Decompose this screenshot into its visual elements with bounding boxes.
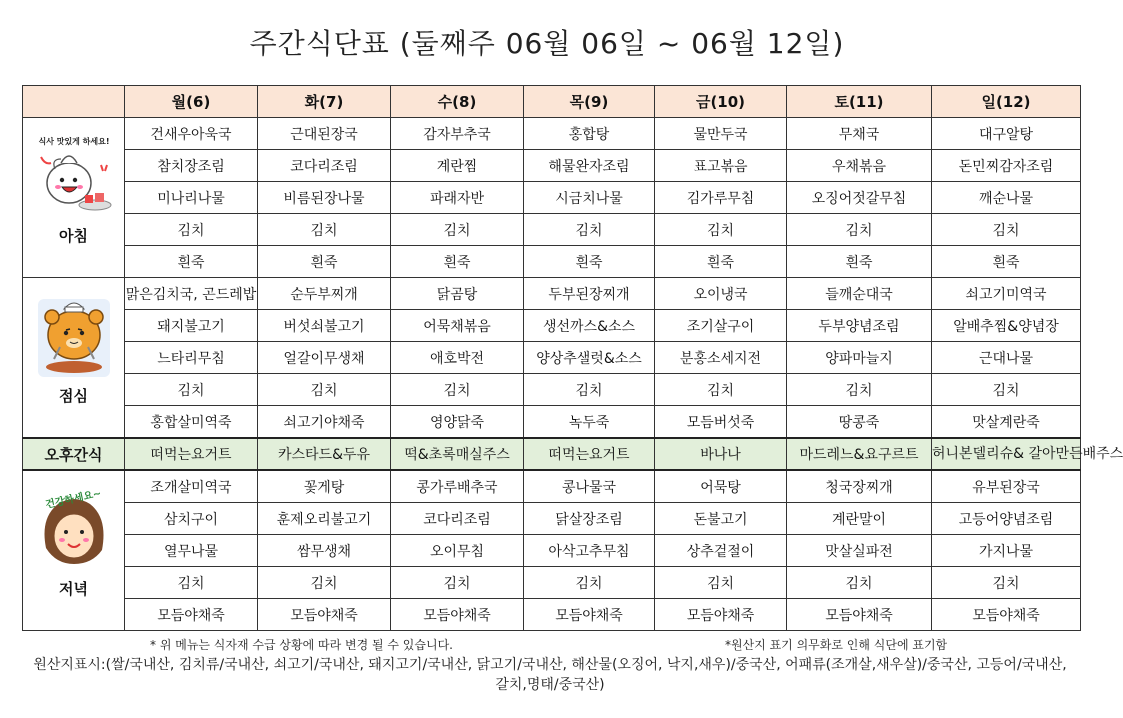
menu-cell: 양파마늘지 — [787, 342, 932, 374]
dinner-row-5 — [23, 599, 1081, 631]
label-spacer — [23, 599, 125, 631]
menu-cell: 삼치구이 — [125, 503, 258, 535]
dinner-row-1 — [23, 470, 1081, 503]
label-spacer — [23, 406, 125, 439]
menu-cell: 유부된장국 — [932, 470, 1081, 503]
menu-cell: 김치 — [655, 374, 787, 406]
snack-cell: 바나나 — [655, 438, 787, 470]
dinner-row-3 — [23, 535, 1081, 567]
menu-cell: 모듬버섯죽 — [655, 406, 787, 439]
menu-cell: 건새우아욱국 — [125, 118, 258, 150]
menu-cell: 표고볶음 — [655, 150, 787, 182]
day-header: 목(9) — [524, 86, 655, 118]
menu-cell: 근대된장국 — [258, 118, 391, 150]
dinner-row-2 — [23, 503, 1081, 535]
lunch-row-3 — [23, 342, 1081, 374]
menu-cell: 녹두죽 — [524, 406, 655, 439]
menu-cell: 김치 — [655, 214, 787, 246]
snack-cell: 허니본델리슈& 갈아만든배주스 — [932, 438, 1081, 470]
menu-cell: 모듬야채죽 — [787, 599, 932, 631]
menu-cell: 김치 — [524, 374, 655, 406]
menu-cell: 열무나물 — [125, 535, 258, 567]
menu-cell: 모듬야채죽 — [391, 599, 524, 631]
menu-cell: 우채볶음 — [787, 150, 932, 182]
menu-cell: 근대나물 — [932, 342, 1081, 374]
menu-cell: 감자부추국 — [391, 118, 524, 150]
menu-cell: 맑은김치국, 곤드레밥 — [125, 278, 258, 310]
menu-cell: 김치 — [932, 567, 1081, 599]
lunch-row-1 — [23, 278, 1081, 310]
menu-cell: 분홍소세지전 — [655, 342, 787, 374]
menu-cell: 홍합탕 — [524, 118, 655, 150]
menu-cell: 영양닭죽 — [391, 406, 524, 439]
menu-cell: 흰죽 — [655, 246, 787, 278]
day-header-row — [23, 86, 1081, 118]
menu-cell: 참치장조림 — [125, 150, 258, 182]
snack-cell: 떠먹는요거트 — [524, 438, 655, 470]
menu-cell: 쇠고기미역국 — [932, 278, 1081, 310]
menu-cell: 콩나물국 — [524, 470, 655, 503]
menu-cell: 대구알탕 — [932, 118, 1081, 150]
menu-cell: 김치 — [391, 374, 524, 406]
menu-cell: 파래자반 — [391, 182, 524, 214]
menu-cell: 오이냉국 — [655, 278, 787, 310]
menu-cell: 버섯쇠불고기 — [258, 310, 391, 342]
menu-cell: 김치 — [932, 214, 1081, 246]
menu-cell: 물만두국 — [655, 118, 787, 150]
menu-cell: 김치 — [524, 567, 655, 599]
corner-cell — [23, 86, 125, 118]
menu-cell: 맛살실파전 — [787, 535, 932, 567]
menu-cell: 느타리무침 — [125, 342, 258, 374]
page-title: 주간식단표 (둘째주 06월 06일 ~ 06월 12일) — [249, 27, 845, 60]
menu-cell: 순두부찌개 — [258, 278, 391, 310]
menu-cell: 땅콩죽 — [787, 406, 932, 439]
menu-cell: 들깨순대국 — [787, 278, 932, 310]
dinner-label: 저녁 — [59, 579, 88, 598]
menu-cell: 닭살장조림 — [524, 503, 655, 535]
breakfast-character-illustration — [31, 135, 117, 221]
breakfast-row-2 — [23, 150, 1081, 182]
menu-cell: 흰죽 — [258, 246, 391, 278]
dinner-sticker-text: 건강하세요~ — [44, 487, 102, 511]
day-header: 토(11) — [787, 86, 932, 118]
menu-cell: 닭곰탕 — [391, 278, 524, 310]
menu-cell: 김치 — [391, 567, 524, 599]
menu-cell: 코다리조림 — [391, 503, 524, 535]
menu-cell: 양상추샐럿&소스 — [524, 342, 655, 374]
menu-cell: 흰죽 — [125, 246, 258, 278]
day-header: 금(10) — [655, 86, 787, 118]
menu-cell: 돈불고기 — [655, 503, 787, 535]
menu-cell: 맛살계란죽 — [932, 406, 1081, 439]
menu-cell: 조개살미역국 — [125, 470, 258, 503]
lunch-character-illustration — [34, 295, 114, 381]
dinner-row-4 — [23, 567, 1081, 599]
breakfast-sticker-text: 식사 맛있게 하세요! — [37, 136, 110, 146]
breakfast-row-4 — [23, 214, 1081, 246]
menu-cell: 두부양념조림 — [787, 310, 932, 342]
menu-cell: 김치 — [258, 214, 391, 246]
breakfast-label: 아침 — [59, 226, 88, 245]
lunch-row-2 — [23, 310, 1081, 342]
menu-cell: 얼갈이무생채 — [258, 342, 391, 374]
menu-cell: 두부된장찌개 — [524, 278, 655, 310]
menu-cell: 김치 — [258, 567, 391, 599]
menu-cell: 상추겉절이 — [655, 535, 787, 567]
menu-cell: 김치 — [391, 214, 524, 246]
origin-notice: *원산지 표기 의무화로 인해 식단에 표기함 — [725, 638, 948, 652]
menu-cell: 모듬야채죽 — [932, 599, 1081, 631]
menu-cell: 돼지불고기 — [125, 310, 258, 342]
menu-cell: 코다리조림 — [258, 150, 391, 182]
menu-cell: 김치 — [125, 214, 258, 246]
dinner-character-illustration — [32, 488, 116, 574]
menu-cell: 훈제오리불고기 — [258, 503, 391, 535]
snack-row — [23, 438, 1081, 470]
menu-cell: 미나리나물 — [125, 182, 258, 214]
origin-label-text: 원산지표시:(쌀/국내산, 김치류/국내산, 쇠고기/국내산, 돼지고기/국내산, 닭고기/국내산, 해산물(오징어, 낙지,새우)/중국산, 어패류(조개살,새우살)/중국산, 고등어/국내산, 갈치,명태/중국산) — [33, 657, 1067, 693]
snack-cell: 떡&초록매실주스 — [391, 438, 524, 470]
menu-cell: 모듬야채죽 — [258, 599, 391, 631]
menu-cell: 계란말이 — [787, 503, 932, 535]
menu-cell: 어묵탕 — [655, 470, 787, 503]
snack-cell: 마드레느&요구르트 — [787, 438, 932, 470]
menu-cell: 김가루무침 — [655, 182, 787, 214]
snack-cell: 떠먹는요거트 — [125, 438, 258, 470]
day-header: 월(6) — [125, 86, 258, 118]
menu-cell: 아삭고추무침 — [524, 535, 655, 567]
menu-cell: 김치 — [787, 567, 932, 599]
menu-cell: 조기살구이 — [655, 310, 787, 342]
menu-cell: 김치 — [932, 374, 1081, 406]
snack-label: 오후간식 — [23, 438, 125, 470]
lunch-label: 점심 — [59, 386, 88, 405]
menu-cell: 꽃게탕 — [258, 470, 391, 503]
menu-cell: 오이무침 — [391, 535, 524, 567]
menu-cell: 청국장찌개 — [787, 470, 932, 503]
menu-cell: 김치 — [524, 214, 655, 246]
day-header: 일(12) — [932, 86, 1081, 118]
label-spacer — [23, 246, 125, 278]
menu-cell: 깨순나물 — [932, 182, 1081, 214]
breakfast-row-5 — [23, 246, 1081, 278]
menu-cell: 시금치나물 — [524, 182, 655, 214]
menu-cell: 김치 — [787, 214, 932, 246]
menu-cell: 김치 — [258, 374, 391, 406]
menu-cell: 어묵채볶음 — [391, 310, 524, 342]
menu-cell: 해물완자조림 — [524, 150, 655, 182]
menu-cell: 쌈무생채 — [258, 535, 391, 567]
menu-cell: 김치 — [787, 374, 932, 406]
change-notice: * 위 메뉴는 식자재 수급 상황에 따라 변경 될 수 있습니다. — [150, 638, 453, 652]
day-header: 수(8) — [391, 86, 524, 118]
menu-cell: 흰죽 — [932, 246, 1081, 278]
breakfast-row-1 — [23, 118, 1081, 150]
dinner-label-cell — [23, 470, 125, 599]
menu-cell: 콩가루배추국 — [391, 470, 524, 503]
weekly-menu-table — [22, 85, 1123, 631]
menu-cell: 가지나물 — [932, 535, 1081, 567]
menu-cell: 모듬야채죽 — [125, 599, 258, 631]
menu-cell: 김치 — [125, 567, 258, 599]
menu-cell: 모듬야채죽 — [655, 599, 787, 631]
lunch-row-4 — [23, 374, 1081, 406]
day-header: 화(7) — [258, 86, 391, 118]
menu-cell: 생선까스&소스 — [524, 310, 655, 342]
menu-cell: 흰죽 — [524, 246, 655, 278]
menu-cell: 모듬야채죽 — [524, 599, 655, 631]
menu-cell: 김치 — [125, 374, 258, 406]
menu-cell: 쇠고기야채죽 — [258, 406, 391, 439]
menu-cell: 흰죽 — [391, 246, 524, 278]
lunch-label-cell — [23, 278, 125, 406]
breakfast-row-3 — [23, 182, 1081, 214]
menu-cell: 고등어양념조림 — [932, 503, 1081, 535]
menu-cell: 애호박전 — [391, 342, 524, 374]
menu-cell: 알배추찜&양념장 — [932, 310, 1081, 342]
menu-cell: 돈민찌감자조림 — [932, 150, 1081, 182]
breakfast-label-cell — [23, 118, 125, 246]
menu-cell: 비름된장나물 — [258, 182, 391, 214]
menu-cell: 오징어젓갈무침 — [787, 182, 932, 214]
menu-cell: 홍합살미역죽 — [125, 406, 258, 439]
menu-cell: 김치 — [655, 567, 787, 599]
snack-cell: 카스타드&두유 — [258, 438, 391, 470]
menu-cell: 흰죽 — [787, 246, 932, 278]
menu-cell: 무채국 — [787, 118, 932, 150]
menu-cell: 계란찜 — [391, 150, 524, 182]
lunch-row-5 — [23, 406, 1081, 439]
